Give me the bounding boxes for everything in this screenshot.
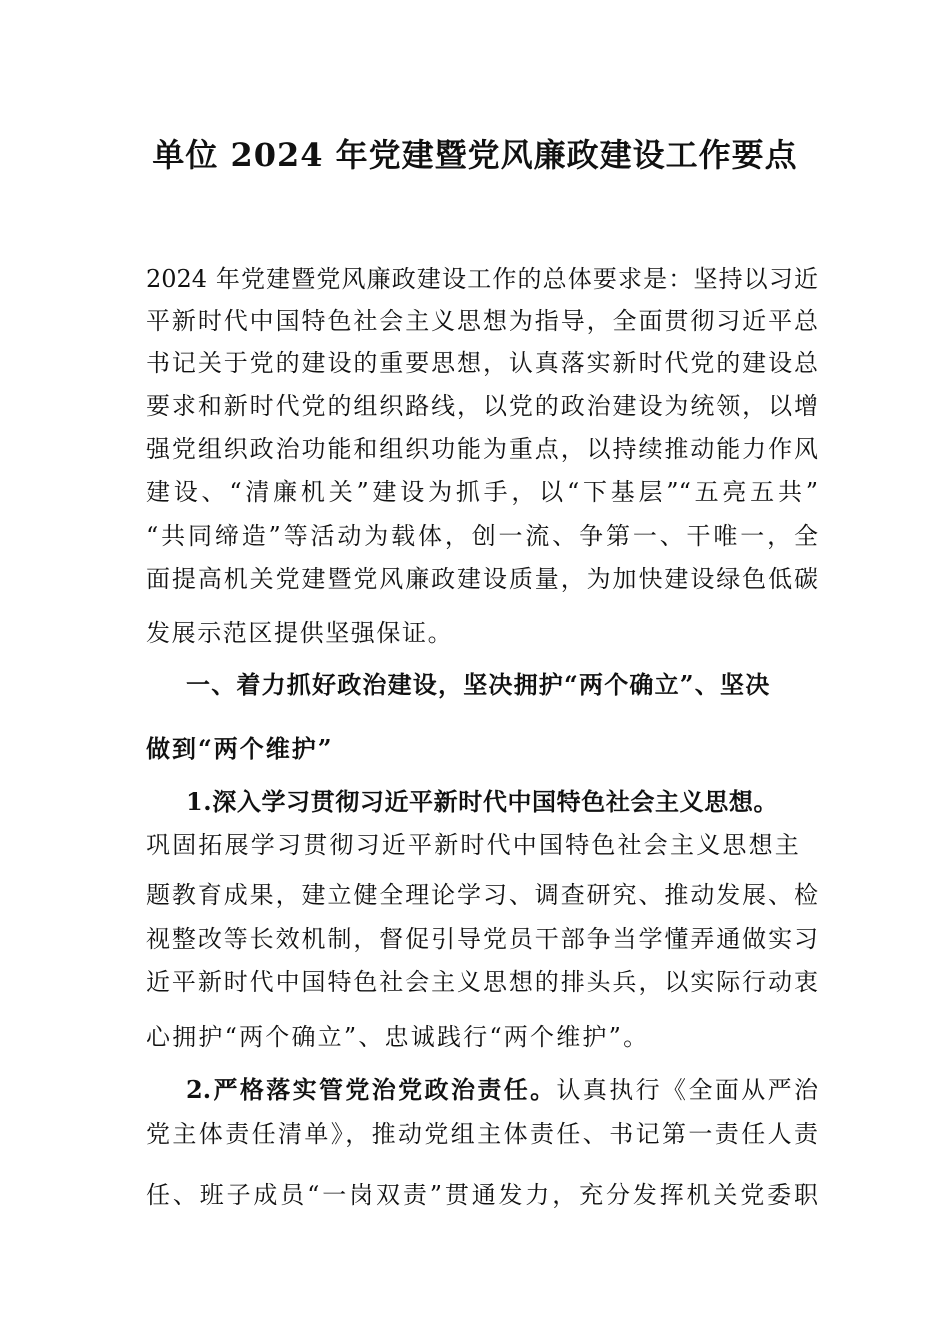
body-line: 题教育成果，建立健全理论学习、调查研究、推动发展、检 <box>146 881 818 909</box>
body-line: 心拥护“两个确立”、忠诚践行“两个维护”。 <box>146 1023 650 1051</box>
body-text: 认真执行《全面从严治 <box>556 1076 818 1104</box>
body-line: 要求和新时代党的组织路线，以党的政治建设为统领，以增 <box>146 392 818 420</box>
body-line: 书记关于党的建设的重要思想，认真落实新时代党的建设总 <box>146 349 818 377</box>
body-line: 平新时代中国特色社会主义思想为指导，全面贯彻习近平总 <box>146 307 818 335</box>
subsection-heading: 2.严格落实管党治党政治责任。 <box>186 1075 557 1104</box>
body-line: 面提高机关党建暨党风廉政建设质量，为加快建设绿色低碳 <box>146 565 818 593</box>
section-heading-cont: 做到“两个维护” <box>146 734 334 763</box>
body-line: 2024 年党建暨党风廉政建设工作的总体要求是：坚持以习近 <box>146 265 818 293</box>
body-line: “共同缔造”等活动为载体，创一流、争第一、干唯一，全 <box>146 522 818 550</box>
body-line: 巩固拓展学习贯彻习近平新时代中国特色社会主义思想主 <box>146 831 801 859</box>
body-line: 党主体责任清单》，推动党组主体责任、书记第一责任人责 <box>146 1120 818 1148</box>
body-line: 发展示范区提供坚强保证。 <box>146 619 454 647</box>
body-line: 强党组织政治功能和组织功能为重点，以持续推动能力作风 <box>146 435 818 463</box>
section-heading: 一、着力抓好政治建设，坚决拥护“两个确立”、坚决 <box>186 670 771 699</box>
body-line: 近平新时代中国特色社会主义思想的排头兵，以实际行动衷 <box>146 968 818 996</box>
paragraph-2-first-line <box>186 1073 818 1107</box>
document-title: 单位 2024 年党建暨党风廉政建设工作要点 <box>152 136 798 174</box>
body-line: 建设、“清廉机关”建设为抓手，以“下基层”“五亮五共” <box>146 478 818 506</box>
body-line: 视整改等长效机制，督促引导党员干部争当学懂弄通做实习 <box>146 925 818 953</box>
body-line: 任、班子成员“一岗双责”贯通发力，充分发挥机关党委职 <box>146 1181 818 1209</box>
subsection-heading: 1.深入学习贯彻习近平新时代中国特色社会主义思想。 <box>186 787 779 816</box>
